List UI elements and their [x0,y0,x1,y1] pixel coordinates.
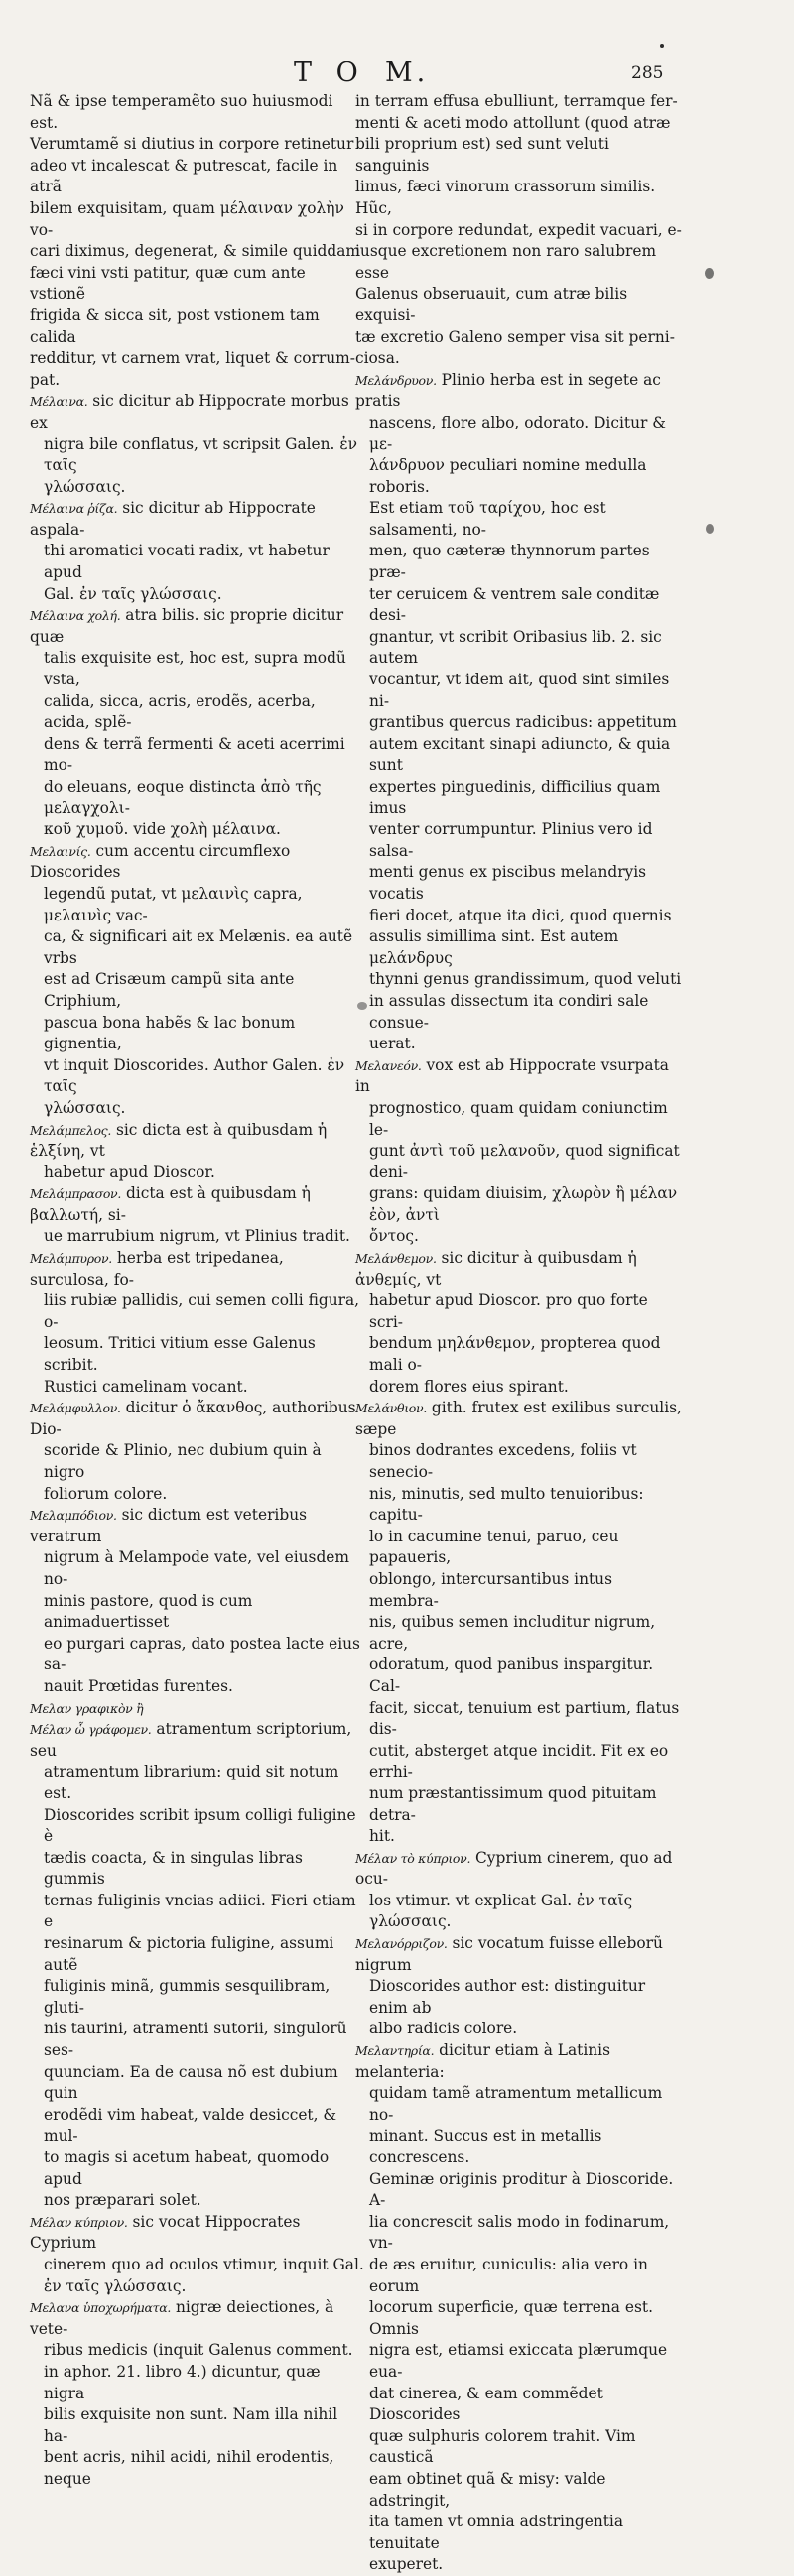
entry-text-line: calida, sicca, acris, erodẽs, acerba, acida, splẽ- [44,691,316,732]
entry-text-line: vocantur, vt idem ait, quod sint similes ni- [369,671,670,710]
entry-text-line: ita tamen vt omnia adstringentia tenuitate [369,2513,624,2552]
entry-text-line: Est etiam τοῦ ταρίχου, hoc est salsamenti, no- [369,499,606,539]
ink-blot [705,268,714,279]
entry-first-line [355,1248,683,1290]
dictionary-entry [30,391,365,498]
entry-text-line: hit. [369,1827,395,1846]
text-line: in terram effusa ebulliunt, terramque fer- [355,92,678,110]
entry-text-line: cinerem quo ad oculos vtimur, inquit Gal. [44,2255,364,2273]
entry-text-line: legendũ putat, vt μελαινὶς capra, μελαινὶς vac- [44,884,303,924]
dictionary-entry [30,1120,365,1184]
text-line: frigida & sicca sit, post vstionem tam calida [30,306,320,346]
entry-text-line: assulis simillima sint. Est autem μελάνδρυς [369,927,619,967]
entry-first-line [30,1248,365,1290]
entry-first-line [30,1120,365,1163]
entry-text-line: to magis si acetum habeat, quomodo apud [44,2148,330,2188]
entry-first-line [30,498,365,541]
entry-text-line: γλώσσαις. [44,1098,126,1117]
entry-headword: Μελανόρριζον. [355,1936,448,1952]
entry-text-line: los vtimur. vt explicat Gal. ἐν ταῖς γλώσσαις. [369,1891,633,1931]
entry-text-line: dat cinerea, & eam commẽdet Dioscorides [369,2384,603,2424]
header-left-letters: T O [294,58,366,88]
entry-first-line [30,1183,365,1226]
dictionary-entry [355,1398,683,1847]
right-column [355,91,683,2576]
entry-text-line: fuliginis minã, gummis sesquilibram, gluti- [44,1977,331,2017]
entry-first-line [30,1398,365,1440]
continued-text [30,91,365,391]
entry-text-line: nis taurini, atramenti sutorii, singulorũ ses- [44,2020,347,2060]
dictionary-entry [355,370,683,1055]
entry-headword: Μέλαν ὧ γράφομεν. [30,1722,152,1738]
entry-first-line [355,1933,683,1976]
entry-text-line: num præstantissimum quod pituitam detra- [369,1783,657,1824]
entry-text-line: erodẽdi vim habeat, valde desiccet, & mul- [44,2105,337,2146]
entry-text-line: gunt ἀντὶ τοῦ μελανοῦν, quod significat deni- [369,1142,680,1181]
entry-text-line: habetur apud Dioscor. [44,1163,215,1181]
entry-text-line: dicitur etiam à Latinis melanteria: [355,2041,611,2081]
entry-text-line: nigræ deiectiones, à vete- [30,2298,334,2338]
entry-text-line: facit, siccat, tenuium est partium, flatus dis- [369,1698,680,1739]
entry-text-line: autem excitant sinapi adiuncto, & quia sunt [369,734,671,775]
entry-text-line: ribus medicis (inquit Galenus comment. [44,2341,353,2360]
entry-text-line: minis pastore, quod is cum animaduertisset [44,1591,253,1632]
entry-text-line: exuperet. [369,2555,444,2574]
dictionary-entry [355,1933,683,2040]
text-line: cari diximus, degenerat, & simile quiddam [30,242,360,261]
entry-text-line: sic vocat Hippocrates Cyprium [30,2212,301,2253]
entry-text-line: dorem flores eius spirant. [369,1377,569,1396]
entry-text-line: gith. frutex est exilibus surculis, sæpe [355,1399,682,1438]
entry-text-line: lo in cacumine tenui, paruo, ceu papaueris, [369,1527,619,1567]
entry-text-line: cutit, absterget atque incidit. Fit ex eo errhi- [369,1741,669,1781]
entry-text-line: atramentum librarium: quid sit notum est. [44,1763,339,1802]
entry-first-line [30,1698,365,1720]
entry-text-line: nauit Prœtidas furentes. [44,1676,233,1695]
entry-headword: Μέλαν τὸ κύπριον. [355,1850,471,1866]
entry-text-line: sic vocatum fuisse elleborũ nigrum [355,1934,663,1974]
ink-speck [660,44,664,48]
entry-text-line: dicta est à quibusdam ἡ βαλλωτή, si- [30,1184,311,1224]
entry-first-line [30,841,365,884]
dictionary-entry [355,1848,683,1933]
continued-text [355,91,683,370]
entry-first-line [30,1719,365,1762]
dictionary-entry [30,1719,365,2212]
entry-headword: Μέλαινα. [30,394,88,410]
dictionary-entry [30,841,365,1120]
entry-text-line: gnantur, vt scribit Oribasius lib. 2. sic autem [369,627,662,668]
entry-headword: Μελαν γραφικὸν ἢ [30,1700,144,1716]
entry-text-line: binos dodrantes excedens, foliis vt senecio- [369,1441,637,1481]
dictionary-entry [30,1398,365,1505]
entry-text-line: ὄντος. [369,1227,419,1246]
entry-text-line: in assulas dissectum ita condiri sale consue- [369,991,649,1032]
entry-text-line: pascua bona habẽs & lac bonum gignentia, [44,1013,296,1053]
entry-first-line [30,2297,365,2340]
entry-text-line: grantibus quercus radicibus: appetitum [369,713,677,732]
entry-text-line: quidam tamẽ atramentum metallicum no- [369,2084,663,2124]
entry-text-line: leosum. Tritici vitium esse Galenus scribit. [44,1334,316,1375]
entry-headword: Μελανα ὑποχωρήματα. [30,2300,172,2316]
text-line: adeo vt incalescat & putrescat, facile in atrã [30,156,338,196]
entry-text-line: prognostico, quam quidam coniunctim le- [369,1098,668,1139]
entry-text-line: thynni genus grandissimum, quod veluti [369,970,682,989]
text-line: bilem exquisitam, quam μέλαιναν χολὴν vo- [30,198,344,239]
entry-text-line: habetur apud Dioscor. pro quo forte scri- [369,1291,648,1331]
text-line: tæ excretio Galeno semper visa sit perni- [355,327,675,346]
entry-headword: Μελάμπυρον. [30,1251,112,1267]
dictionary-entry [355,2040,683,2576]
entry-text-line: λάνδρυον peculiari nomine medulla roboris. [369,456,647,496]
entry-headword: Μελάνδρυον. [355,372,437,388]
text-line: Nã & ipse temperamẽto suo huiusmodi est. [30,92,333,132]
entry-text-line: thi aromatici vocati radix, vt habetur apud [44,542,330,582]
dictionary-entry [355,1055,683,1248]
entry-text-line: ca, & significari ait ex Melænis. ea autẽ vrbs [44,927,353,967]
entry-text-line: ue marrubium nigrum, vt Plinius tradit. [44,1227,350,1246]
entry-headword: Μελάμπελος. [30,1122,112,1138]
entry-first-line [355,2040,683,2083]
entry-text-line: Gal. ἐν ταῖς γλώσσαις. [44,584,222,603]
entry-text-line: eam obtinet quã & misy: valde adstringit, [369,2469,606,2510]
entry-first-line [355,1398,683,1440]
ink-blot [357,1002,367,1010]
entry-first-line [355,1055,683,1098]
entry-headword: Μελάμπρασον. [30,1186,122,1202]
dictionary-entry [30,2297,365,2490]
entry-headword: Μέλαινα ῥίζα. [30,501,118,517]
entry-headword: Μελαινίς. [30,843,91,859]
entry-text-line: nigra est, etiamsi exiccata plærumque eua- [369,2341,668,2381]
entry-text-line: nis, quibus semen includitur nigrum, acre, [369,1613,656,1653]
text-line: ciosa. [355,349,400,368]
entry-first-line [30,605,365,648]
entry-headword: Μέλαινα χολή. [30,608,121,624]
entry-text-line: atra bilis. sic proprie dicitur quæ [30,606,344,646]
entry-text-line: scoride & Plinio, nec dubium quin à nigro [44,1441,322,1481]
entry-text-line: odoratum, quod panibus inspargitur. Cal- [369,1656,654,1695]
entry-headword: Μελάνθιον. [355,1401,427,1416]
entry-text-line: albo radicis colore. [369,2020,518,2038]
entry-text-line: oblongo, intercursantibus intus membra- [369,1569,612,1610]
entry-text-line: vt inquit Dioscorides. Author Galen. ἐν ταῖς [44,1055,345,1096]
entry-first-line [355,370,683,413]
entry-text-line: dens & terrã fermenti & aceti acerrimi mo- [44,734,345,775]
entry-text-line: sic dicitur à quibusdam ἡ ἀνθεμίς, vt [355,1249,637,1288]
text-line: menti & aceti modo attollunt (quod atræ [355,113,671,132]
dictionary-entry [355,1248,683,1398]
entry-text-line: sic dicitur ab Hippocrate aspala- [30,499,316,539]
entry-text-line: foliorum colore. [44,1484,168,1503]
entry-first-line [30,1505,365,1547]
entry-text-line: nascens, flore albo, odorato. Dicitur & με- [369,413,666,453]
entry-text-line: talis exquisite est, hoc est, supra modũ vsta, [44,649,346,689]
entry-first-line [30,2212,365,2255]
entry-text-line: Cyprium cinerem, quo ad ocu- [355,1848,673,1889]
entry-text-line: sic dicitur ab Hippocrate morbus ex [30,392,349,431]
text-line: Verumtamẽ si diutius in corpore retinetur [30,135,354,154]
entry-text-line: Plinio herba est in segete ac pratis [355,370,661,411]
entry-text-line: ternas fuliginis vncias adiici. Fieri etiam e [44,1891,356,1931]
header-right-letter: M. [385,58,430,88]
entry-first-line [355,1848,683,1891]
entry-text-line: eo purgari capras, dato postea lacte eius sa- [44,1634,360,1674]
entry-text-line: tædis coacta, & in singulas libras gummis [44,1848,303,1889]
entry-text-line: resinarum & pictoria fuligine, assumi autẽ [44,1934,334,1974]
entry-text-line: in aphor. 21. libro 4.) dicuntur, quæ nigra [44,2362,321,2402]
page-number: 285 [631,63,664,83]
entry-text-line: minant. Succus est in metallis concrescens. [369,2127,602,2166]
entry-headword: Μελανεόν. [355,1057,422,1073]
text-line: redditur, vt carnem vrat, liquet & corrum- [30,349,355,368]
entry-text-line: quunciam. Ea de causa nõ est dubium quin [44,2062,338,2103]
running-header [0,58,794,91]
dictionary-entry [30,498,365,605]
entry-text-line: herba est tripedanea, surculosa, fo- [30,1249,284,1288]
entry-text-line: dicitur ὁ ἄκανθος, authoribus Dio- [30,1399,356,1438]
entry-text-line: est ad Crisæum campũ sita ante Criphium, [44,970,295,1010]
entry-text-line: quæ sulphuris colorem trahit. Vim causticã [369,2426,636,2467]
entry-text-line: de æs eruitur, cuniculis: alia vero in eorum [369,2255,648,2295]
text-line: bili proprium est) sed sunt veluti sanguinis [355,135,609,175]
dictionary-entry [30,1248,365,1398]
dictionary-entry [30,2212,365,2297]
entry-text-line: bilis exquisite non sunt. Nam illa nihil ha- [44,2405,338,2445]
entry-text-line: sic dictum est veteribus veratrum [30,1506,308,1545]
entry-text-line: Dioscorides author est: distinguitur enim ab [369,1977,646,2017]
entry-text-line: fieri docet, atque ita dici, quod quernis [369,906,672,924]
entry-headword: Μελαντηρία. [355,2043,435,2059]
entry-text-line: liis rubiæ pallidis, cui semen colli figura, o- [44,1291,360,1331]
entry-text-line: atramentum scriptorium, seu [30,1720,352,1760]
entry-headword: Μέλαν κύπριον. [30,2214,128,2230]
entry-text-line: κοῦ χυμοῦ. vide χολὴ μέλαινα. [44,820,281,839]
left-column [30,91,365,2491]
text-line: pat. [30,370,61,389]
entry-headword: Μελαμπόδιον. [30,1508,117,1524]
entry-text-line: grans: quidam diuisim, χλωρὸν ἢ μέλαν ἐὸν, ἀντὶ [369,1184,678,1224]
text-line: iusque excretionem non raro salubrem esse [355,242,657,282]
text-line: Galenus obseruauit, cum atræ bilis exquisi- [355,285,628,324]
entry-text-line: nigra bile conflatus, vt scripsit Galen. ἐν ταῖς [44,434,357,475]
entry-text-line: γλώσσαις. [44,477,126,496]
entry-text-line: locorum superficie, quæ terrena est. Omnis [369,2298,653,2338]
entry-text-line: venter corrumpuntur. Plinius vero id salsa- [369,820,653,860]
entry-text-line: bent acris, nihil acidi, nihil erodentis, neque [44,2448,334,2488]
entry-text-line: Geminæ originis proditur à Dioscoride. A- [369,2169,674,2210]
entry-text-line: do eleuans, eoque distincta ἀπὸ τῆς μελαγχολι- [44,778,322,817]
dictionary-entry [30,1505,365,1697]
entry-text-line: nigrum à Melampode vate, vel eiusdem no- [44,1548,350,1588]
entry-text-line: Dioscorides scribit ipsum colligi fuligine è [44,1805,356,1846]
dictionary-entry [30,1183,365,1248]
entry-text-line: vox est ab Hippocrate vsurpata in [355,1055,669,1096]
entry-text-line: men, quo cæteræ thynnorum partes præ- [369,542,650,582]
entry-headword: Μελάμφυλλον. [30,1401,121,1416]
dictionary-entry [30,605,365,841]
entry-text-line: menti genus ex piscibus melandryis vocatis [369,863,647,903]
entry-text-line: Rustici camelinam vocant. [44,1377,248,1396]
dictionary-entry [30,1698,365,1720]
text-line: limus, fæci vinorum crassorum similis. Hũc, [355,178,656,217]
entry-text-line: ter ceruicem & ventrem sale conditæ desi- [369,584,660,625]
entry-text-line: lia concrescit salis modo in fodinarum, vn- [369,2212,670,2253]
ink-blot [706,524,714,534]
entry-text-line: expertes pinguedinis, difficilius quam imus [369,778,661,817]
entry-text-line: bendum μηλάνθεμον, propterea quod mali o- [369,1334,661,1375]
entry-text-line: nos præparari solet. [44,2191,201,2210]
text-line: fæci vini vsti patitur, quæ cum ante vstionẽ [30,263,306,304]
entry-text-line: cum accentu circumflexo Dioscorides [30,841,291,882]
entry-text-line: uerat. [369,1035,416,1053]
entry-text-line: sic dicta est à quibusdam ἡ ἑλξίνη, vt [30,1120,328,1161]
entry-headword: Μελάνθεμον. [355,1251,437,1267]
text-line: si in corpore redundat, expedit vacuari, e- [355,220,682,239]
entry-text-line: ἐν ταῖς γλώσσαις. [44,2276,187,2295]
entry-text-line: nis, minutis, sed multo tenuioribus: capitu- [369,1484,644,1525]
entry-first-line [30,391,365,433]
